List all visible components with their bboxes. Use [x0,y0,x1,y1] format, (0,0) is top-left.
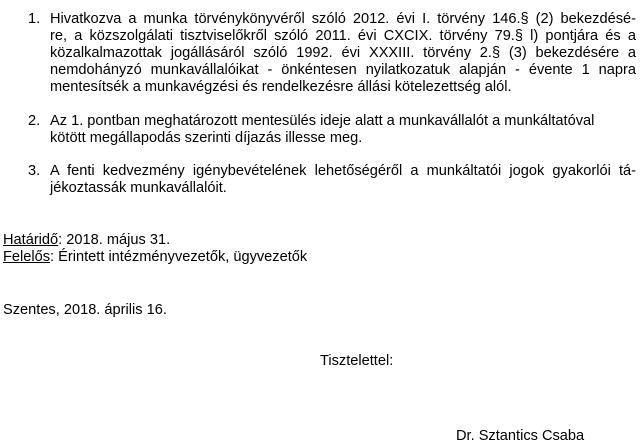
list-item-text [50,113,636,147]
list-item-text [50,11,636,96]
text-line: nemdohányzó munkavállalóikat - önkéntesen nyilatkozatuk alapján - évente 1 napra [50,62,636,78]
text-line: Az 1. pontban meghatározott mentesülés ideje alatt a munkavállalót a munkáltatóval [50,113,595,129]
responsible-label: Felelős [3,249,51,265]
text-line: jékoztassák munkavállalóit. [50,180,227,196]
list-item-number: 2. [28,113,41,129]
deadline-label: Határidő [3,232,59,248]
text-line: A fenti kedvezmény igénybevételének lehetőségéről a munkáltatói jogok gyakorlói tá- [50,163,636,179]
text-line: mentesítsék a munkavégzési és rendelkezésre állási kötelezettség alól. [50,79,512,95]
text-line: kötött megállapodás szerinti díjazás illesse meg. [50,130,363,146]
responsible-value: : Érintett intézményvezetők, ügyvezetők [50,249,308,265]
list-item-number: 1. [28,11,41,27]
list-item-number: 3. [28,163,41,179]
list-item-text [50,163,636,197]
signatory-name: Dr. Sztantics Csaba [456,428,585,444]
deadline-line [3,232,170,249]
text-line: Hivatkozva a munka törvénykönyvéről szóló 2012. évi I. törvény 146.§ (2) bekezdésé- [50,11,636,27]
text-line: közalkalmazottak jogállásáról szóló 1992. évi XXXIII. törvény 2.§ (3) bekezdésére a [50,45,636,61]
responsible-line [3,249,307,266]
deadline-value: : 2018. május 31. [58,232,171,248]
closing-text: Tisztelettel: [320,353,394,369]
place-date: Szentes, 2018. április 16. [3,302,167,318]
text-line: re, a közszolgálati tisztviselőkről szóló 2011. évi CXCIX. törvény 79.§ l) pontjára és a [50,28,636,44]
